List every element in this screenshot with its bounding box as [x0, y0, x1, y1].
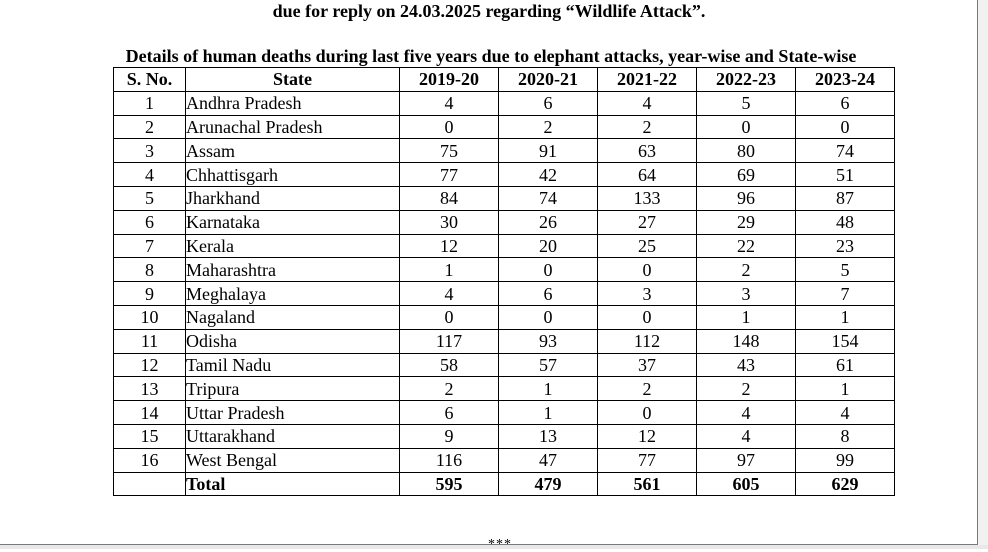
cell-value: 6	[796, 91, 895, 115]
cell-value: 4	[400, 282, 499, 306]
col-header-2021-22: 2021-22	[598, 68, 697, 92]
cell-state: Nagaland	[186, 305, 400, 329]
cell-state: Jharkhand	[186, 186, 400, 210]
cell-state: Assam	[186, 139, 400, 163]
total-cell: 595	[400, 472, 499, 496]
cell-state: West Bengal	[186, 448, 400, 472]
table-row	[114, 91, 895, 115]
cell-value: 97	[697, 448, 796, 472]
cell-sno: 9	[114, 282, 186, 306]
viewer-bottom-strip	[0, 545, 988, 549]
cell-value: 0	[697, 115, 796, 139]
cell-state: Andhra Pradesh	[186, 91, 400, 115]
cell-value: 2	[400, 377, 499, 401]
cell-value: 48	[796, 210, 895, 234]
cell-value: 1	[697, 305, 796, 329]
cell-value: 0	[598, 305, 697, 329]
col-header-2023-24: 2023-24	[796, 68, 895, 92]
cell-value: 20	[499, 234, 598, 258]
cell-value: 1	[796, 377, 895, 401]
cell-value: 80	[697, 139, 796, 163]
table-row	[114, 139, 895, 163]
cell-value: 75	[400, 139, 499, 163]
cell-value: 4	[697, 424, 796, 448]
cell-value: 93	[499, 329, 598, 353]
cell-value: 91	[499, 139, 598, 163]
table-row	[114, 353, 895, 377]
elephant-deaths-table	[113, 67, 895, 496]
cell-sno: 11	[114, 329, 186, 353]
cell-state: Tamil Nadu	[186, 353, 400, 377]
cell-sno: 7	[114, 234, 186, 258]
cell-value: 154	[796, 329, 895, 353]
col-header-2020-21: 2020-21	[499, 68, 598, 92]
cell-sno: 6	[114, 210, 186, 234]
cell-state: Arunachal Pradesh	[186, 115, 400, 139]
table-row	[114, 282, 895, 306]
cell-value: 8	[796, 424, 895, 448]
cell-value: 42	[499, 163, 598, 187]
table-row	[114, 186, 895, 210]
table-row	[114, 424, 895, 448]
cell-value: 6	[499, 91, 598, 115]
cell-value: 2	[598, 377, 697, 401]
cell-value: 12	[400, 234, 499, 258]
cell-value: 6	[499, 282, 598, 306]
total-cell: 561	[598, 472, 697, 496]
cell-value: 2	[697, 258, 796, 282]
cell-value: 7	[796, 282, 895, 306]
table-header-row	[114, 68, 895, 92]
cell-state: Kerala	[186, 234, 400, 258]
table-row	[114, 448, 895, 472]
cell-value: 64	[598, 163, 697, 187]
cell-value: 0	[598, 401, 697, 425]
cell-state: Uttarakhand	[186, 424, 400, 448]
table-row	[114, 163, 895, 187]
cell-value: 43	[697, 353, 796, 377]
cell-value: 87	[796, 186, 895, 210]
cell-value: 2	[499, 115, 598, 139]
table-row	[114, 401, 895, 425]
cell-value: 4	[697, 401, 796, 425]
cell-sno: 14	[114, 401, 186, 425]
cell-value: 29	[697, 210, 796, 234]
cell-value: 3	[697, 282, 796, 306]
table-row	[114, 305, 895, 329]
table-row	[114, 329, 895, 353]
cell-value: 5	[796, 258, 895, 282]
cell-value: 23	[796, 234, 895, 258]
cell-value: 0	[400, 305, 499, 329]
cell-value: 77	[400, 163, 499, 187]
cell-value: 9	[400, 424, 499, 448]
table-caption	[0, 45, 978, 67]
cell-value: 37	[598, 353, 697, 377]
cell-value: 1	[400, 258, 499, 282]
table-row	[114, 234, 895, 258]
total-row	[114, 472, 895, 496]
cell-state: Uttar Pradesh	[186, 401, 400, 425]
cell-value: 133	[598, 186, 697, 210]
cell-value: 74	[499, 186, 598, 210]
cell-value: 13	[499, 424, 598, 448]
cell-value: 1	[499, 377, 598, 401]
cell-value: 57	[499, 353, 598, 377]
total-cell: 605	[697, 472, 796, 496]
table-caption-text: Details of human deaths during last five years due to elephant attacks, year-wise and State-wise	[125, 46, 857, 66]
cell-value: 112	[598, 329, 697, 353]
total-label: Total	[186, 472, 400, 496]
cell-value: 1	[499, 401, 598, 425]
cell-value: 148	[697, 329, 796, 353]
viewer-gutter	[978, 0, 988, 549]
cell-sno: 16	[114, 448, 186, 472]
total-cell: 479	[499, 472, 598, 496]
cell-value: 63	[598, 139, 697, 163]
col-header-2022-23: 2022-23	[697, 68, 796, 92]
cell-value: 6	[400, 401, 499, 425]
cell-value: 99	[796, 448, 895, 472]
cell-value: 4	[796, 401, 895, 425]
cell-value: 26	[499, 210, 598, 234]
table-body	[114, 91, 895, 496]
cell-sno: 4	[114, 163, 186, 187]
cell-value: 30	[400, 210, 499, 234]
cell-value: 25	[598, 234, 697, 258]
reply-due-line: due for reply on 24.03.2025 regarding “Wildlife Attack”.	[272, 1, 706, 21]
cell-sno: 10	[114, 305, 186, 329]
cell-value: 77	[598, 448, 697, 472]
table-row	[114, 210, 895, 234]
total-cell	[114, 472, 186, 496]
cell-value: 0	[796, 115, 895, 139]
cell-value: 116	[400, 448, 499, 472]
col-header-2019-20: 2019-20	[400, 68, 499, 92]
total-cell: 629	[796, 472, 895, 496]
cell-value: 51	[796, 163, 895, 187]
cell-state: Odisha	[186, 329, 400, 353]
table-row	[114, 377, 895, 401]
cell-value: 1	[796, 305, 895, 329]
cell-sno: 1	[114, 91, 186, 115]
cell-value: 0	[499, 258, 598, 282]
cell-sno: 3	[114, 139, 186, 163]
cell-value: 69	[697, 163, 796, 187]
cell-value: 84	[400, 186, 499, 210]
cell-value: 27	[598, 210, 697, 234]
cell-state: Tripura	[186, 377, 400, 401]
cell-value: 61	[796, 353, 895, 377]
cell-value: 22	[697, 234, 796, 258]
cell-value: 3	[598, 282, 697, 306]
cell-state: Meghalaya	[186, 282, 400, 306]
cell-value: 96	[697, 186, 796, 210]
cell-sno: 15	[114, 424, 186, 448]
cell-value: 12	[598, 424, 697, 448]
col-header-state: State	[186, 68, 400, 92]
cell-value: 117	[400, 329, 499, 353]
col-header-sno: S. No.	[114, 68, 186, 92]
cell-value: 47	[499, 448, 598, 472]
cell-value: 2	[598, 115, 697, 139]
cell-sno: 2	[114, 115, 186, 139]
cell-value: 4	[598, 91, 697, 115]
cell-value: 74	[796, 139, 895, 163]
cell-state: Maharashtra	[186, 258, 400, 282]
cell-state: Chhattisgarh	[186, 163, 400, 187]
cell-sno: 12	[114, 353, 186, 377]
cell-value: 0	[598, 258, 697, 282]
cell-state: Karnataka	[186, 210, 400, 234]
cell-value: 58	[400, 353, 499, 377]
cell-value: 2	[697, 377, 796, 401]
cell-sno: 5	[114, 186, 186, 210]
cell-sno: 8	[114, 258, 186, 282]
cell-value: 0	[400, 115, 499, 139]
cell-value: 4	[400, 91, 499, 115]
cell-value: 0	[499, 305, 598, 329]
table-row	[114, 115, 895, 139]
table-row	[114, 258, 895, 282]
cell-sno: 13	[114, 377, 186, 401]
cell-value: 5	[697, 91, 796, 115]
